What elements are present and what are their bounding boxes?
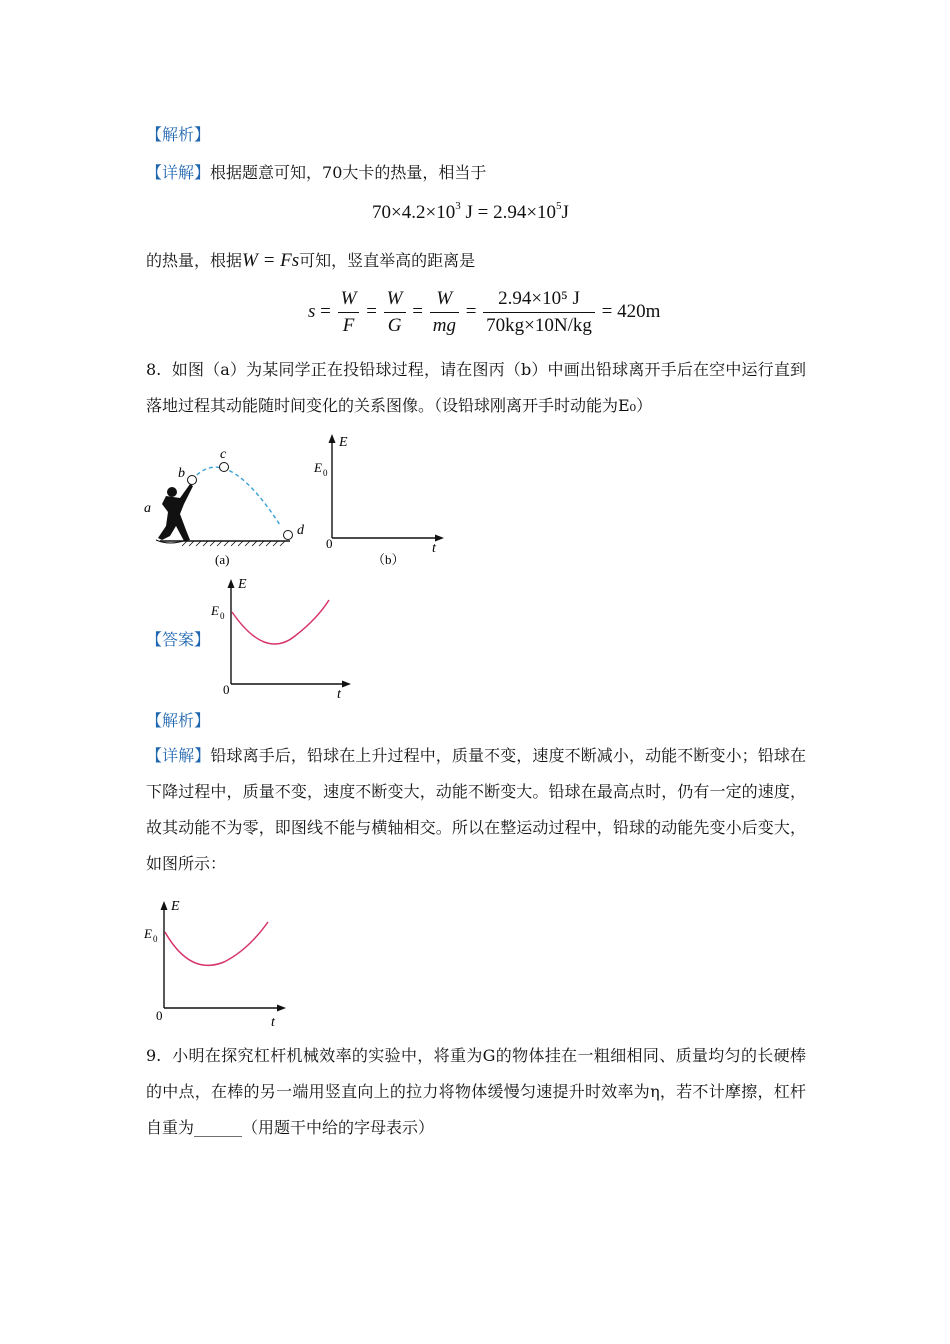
svg-text:0: 0 — [153, 934, 158, 944]
svg-text:0: 0 — [323, 468, 328, 478]
figure-b-axes — [310, 430, 445, 570]
detail-text: 根据题意可知，70大卡的热量，相当于 — [210, 163, 487, 182]
svg-text:0: 0 — [220, 611, 225, 621]
svg-text:E: E — [171, 899, 180, 914]
svg-text:t: t — [337, 687, 341, 702]
thrower-silhouette — [158, 484, 193, 541]
ball-d — [284, 531, 293, 540]
y-label: E — [339, 435, 348, 450]
work-formula: W = Fs — [242, 250, 300, 271]
question-9: 9. 小明在探究杠杆机械效率的实验中，将重为G的物体挂在一粗细相同、质量均匀的长硬棒的中点，在棒的另一端用竖直向上的拉力将物体缓慢匀速提升时效率为η，若不计摩擦，杠杆自重为______（用题干中给的字母表示） — [146, 1046, 807, 1137]
label-d: d — [297, 523, 304, 538]
energy-curve — [232, 600, 329, 644]
equation-distance: s = $\frac{W}{F}$ = $\frac{W}{G}$ = $\frac{W}{mg}$ = $\frac{\text{2.94×10⁵ J}}{70kg\times 10N/kg}$ = 420m — [308, 288, 661, 336]
detail-line-2: 的热量，根据W = Fs可知，竖直举高的距离是 — [146, 250, 476, 271]
final-energy-curve — [165, 922, 268, 965]
equation-heat: $70\times 4.2\times 10^3$ $J = 2.94\times 10^5J$ — [372, 200, 569, 223]
analysis-tag-8: 【解析】 — [146, 711, 211, 730]
svg-text:E: E — [211, 603, 219, 618]
caption-a: (a) — [215, 552, 230, 567]
svg-text:E: E — [238, 577, 247, 592]
trajectory-dashed — [192, 467, 280, 525]
ball-c — [220, 463, 229, 472]
caption-b: （b） — [372, 552, 405, 567]
origin-label: 0 — [326, 536, 333, 551]
x-label: t — [432, 541, 436, 556]
analysis-tag: 【解析】 — [146, 125, 211, 144]
e0-label: E — [314, 460, 322, 475]
svg-text:E: E — [144, 926, 152, 941]
question-8: 8. 如图（a）为某同学正在投铅球过程，请在图丙（b）中画出铅球离开手后在空中运行直到落地过程其动能随时间变化的关系图像。（设铅球刚离开手时动能为E₀） — [146, 360, 806, 415]
svg-text:0: 0 — [156, 1008, 163, 1023]
answer-tag: 【答案】 — [146, 630, 211, 649]
figure-a-shot-put — [140, 440, 310, 575]
label-c: c — [220, 447, 227, 462]
ball-b — [188, 476, 197, 485]
label-a: a — [144, 501, 151, 516]
detail-line-1 — [146, 160, 486, 183]
detail-8: 【详解】铅球离手后，铅球在上升过程中，质量不变，速度不断减小，动能不断变小；铅球在下降过程中，质量不变，速度不断变大，动能不断变大。铅球在最高点时，仍有一定的速度，故其动能不为零，即图线不能与横轴相交。所以在整运动过程中，铅球的动能先变小后变大，如图所示： — [146, 746, 806, 873]
label-b: b — [178, 466, 185, 481]
svg-text:0: 0 — [223, 682, 230, 697]
final-graph — [140, 892, 290, 1032]
detail-tag: 【详解】 — [146, 163, 211, 182]
answer-graph — [205, 572, 355, 702]
svg-text:t: t — [271, 1015, 275, 1030]
